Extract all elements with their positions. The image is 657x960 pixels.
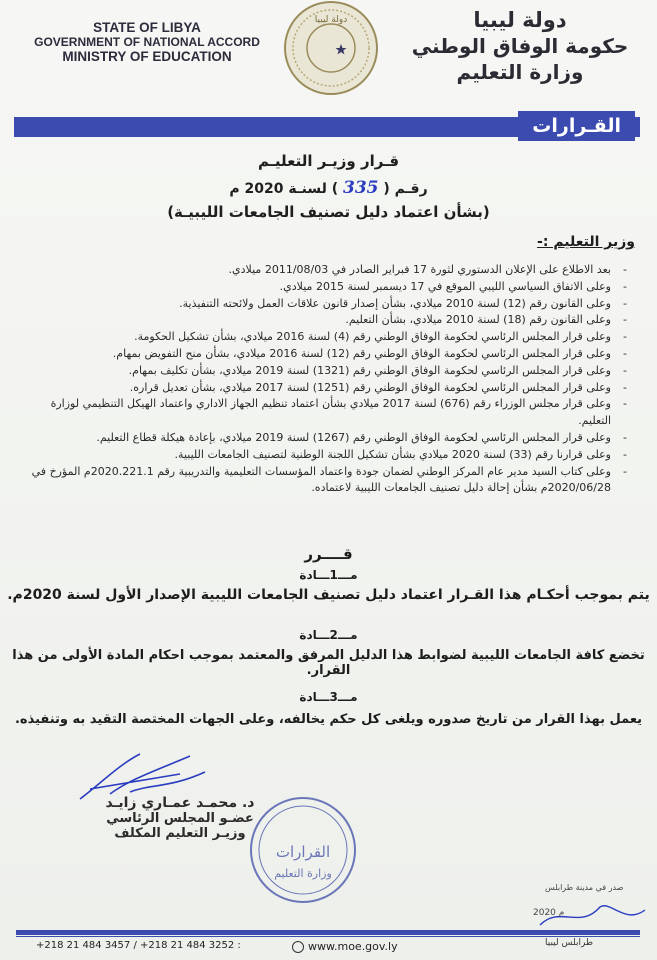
- minister-heading: وزير التعليم :-: [537, 234, 635, 250]
- clause-text: وعلى القانون رقم (18) لسنة 2010 ميلادي، بشأن التعليم.: [345, 313, 611, 327]
- header-ar-government: حكومة الوفاق الوطني: [411, 34, 629, 58]
- header-english: [22, 20, 272, 64]
- clause-text: وعلى قرار مجلس الوزراء رقم (676) لسنة 2017 ميلادي بشأن اعتماد تنظيم الجهاز الاداري واعتماد الهيكل التنظيمي لوزارة التعليم.: [50, 397, 611, 428]
- stamp-line2: وزارة التعليم: [274, 867, 332, 880]
- header-en-ministry: MINISTRY OF EDUCATION: [62, 49, 232, 64]
- clause-item: - وعلى قرار المجلس الرئاسي لحكومة الوفاق الوطني رقم (1267) لسنة 2019 ميلادي، بإعادة هيكلة قطاع التعليم.: [96, 430, 627, 444]
- signatory-position: عضـو المجلس الرئاسي: [106, 811, 254, 826]
- clause-item: - وعلى قرار المجلس الرئاسي لحكومة الوفاق الوطني رقم (4) لسنة 2016 ميلادي، بشأن تشكيل الحكومة.: [134, 330, 627, 344]
- official-stamp: [248, 795, 358, 905]
- footer-divider-thin: [16, 936, 640, 937]
- decree-subject: (بشأن اعتماد دليل تصنيف الجامعات الليبيـة): [167, 203, 490, 221]
- clause-item: - وعلى قرار مجلس الوزراء رقم (676) لسنة 2017 ميلادي بشأن اعتماد تنظيم الجهاز الاداري واعتماد الهيكل التنظيمي لوزارة التعليم.: [50, 397, 627, 428]
- footer-website-text: www.moe.gov.ly: [308, 940, 398, 953]
- footer-website: [292, 940, 398, 953]
- clause-item: - وعلى القانون رقم (12) لسنة 2010 ميلادي، بشأن إصدار قانون علاقات العمل ولائحته التنفيذية.: [179, 296, 627, 310]
- clause-text: وعلى قرارنا رقم (33) لسنة 2020 ميلادي بشأن تشكيل اللجنة الوطنية لتصنيف الجامعات الليبية.: [174, 447, 611, 461]
- clause-text: وعلى قرار المجلس الرئاسي لحكومة الوفاق الوطني رقم (4) لسنة 2016 ميلادي، بشأن تشكيل الحكومة.: [134, 330, 611, 344]
- clause-item: - وعلى القانون رقم (18) لسنة 2010 ميلادي، بشأن التعليم.: [345, 313, 627, 327]
- decree-number-prefix: رقـم (: [383, 181, 428, 197]
- signatory-role: وزيـر التعليم المكلف: [114, 826, 246, 841]
- article-1-label: مـــ1ـــادة: [299, 568, 358, 582]
- issued-in-text: صدر في مدينة طرابلس: [545, 883, 624, 892]
- seal-text: دولة ليبيا: [314, 15, 348, 25]
- clause-text: وعلى القانون رقم (12) لسنة 2010 ميلادي، بشأن إصدار قانون علاقات العمل ولائحته التنفيذية.: [179, 296, 611, 310]
- clause-text: وعلى قرار المجلس الرئاسي لحكومة الوفاق الوطني رقم (1267) لسنة 2019 ميلادي، بإعادة هيكلة قطاع التعليم.: [96, 430, 611, 444]
- decree-number-handwritten: 335: [342, 178, 379, 198]
- clause-text: وعلى قرار المجلس الرئاسي لحكومة الوفاق الوطني رقم (12) لسنة 2016 ميلادي، بشأن منح التفويض بمهام.: [112, 346, 611, 360]
- clause-text: وعلى قرار المجلس الرئاسي لحكومة الوفاق الوطني رقم (1321) لسنة 2019 ميلادي، بشأن تكليف بمهام.: [128, 363, 611, 377]
- clause-text: وعلى الاتفاق السياسي الليبي الموقع في 17 ديسمبر لسنة 2015 ميلادي.: [279, 279, 611, 293]
- article-2-text: تخضع كافة الجامعات الليبية لضوابط هذا الدليل المرفق والمعتمد بموجب احكام المادة الأولى من هذا القرار.: [12, 648, 645, 678]
- header-ar-ministry: وزارة التعليم: [456, 60, 584, 84]
- decree-title: قـرار وزيـر التعليـم: [257, 152, 400, 170]
- decision-heading: قــــرر: [304, 545, 353, 563]
- issuance-date: 2020 م: [533, 908, 565, 918]
- article-3-label: مـــ3ـــادة: [299, 690, 358, 704]
- state-emblem-seal: [283, 0, 379, 96]
- article-3-text: يعمل بهذا القرار من تاريخ صدوره ويلغى كل حكم يخالفه، وعلى الجهات المختصة التقيد به وتنفيذه.: [14, 712, 643, 727]
- clause-text: وعلى قرار المجلس الرئاسي لحكومة الوفاق الوطني رقم (1251) لسنة 2017 ميلادي، بشأن تعديل قراره.: [129, 380, 611, 394]
- signatory-name: د. محمـد عمـاري زايـد: [105, 795, 255, 811]
- footer-phones: +218 21 484 3457 / +218 21 484 3252 :: [36, 940, 241, 951]
- clause-item: - وعلى كتاب السيد مدير عام المركز الوطني لضمان جودة واعتماد المؤسسات التعليمية والتدريبية رقم 2020.221.1م المؤرخ في 2020/06/28م بشأن إحالة دليل تصنيف الجامعات الليبية لاعتماده.: [31, 464, 627, 495]
- clause-item: - وعلى قرار المجلس الرئاسي لحكومة الوفاق الوطني رقم (12) لسنة 2016 ميلادي، بشأن منح التفويض بمهام.: [112, 346, 627, 360]
- header-ar-state: دولة ليبيا: [473, 8, 567, 32]
- footer-divider: [16, 930, 640, 935]
- clause-text: وعلى كتاب السيد مدير عام المركز الوطني لضمان جودة واعتماد المؤسسات التعليمية والتدريبية رقم 2020.221.1م المؤرخ في 2020/06/28م بشأن إحالة دليل تصنيف الجامعات الليبية لاعتماده.: [31, 464, 611, 495]
- header-en-government: GOVERNMENT OF NATIONAL ACCORD: [34, 35, 260, 49]
- clause-item: - وعلى الاتفاق السياسي الليبي الموقع في 17 ديسمبر لسنة 2015 ميلادي.: [279, 279, 627, 293]
- header-en-state: STATE OF LIBYA: [93, 20, 201, 35]
- clause-item: - وعلى قرارنا رقم (33) لسنة 2020 ميلادي بشأن تشكيل اللجنة الوطنية لتصنيف الجامعات الليبية.: [174, 447, 627, 461]
- section-label: القـرارات: [518, 111, 635, 141]
- issuance-city: طرابلس ليبيا: [545, 938, 594, 948]
- preamble-clauses: [27, 262, 627, 497]
- article-1-text: يتم بموجب أحكـام هذا القـرار اعتماد دليل تصنيف الجامعات الليبية الإصدار الأول لسنة 2020م.: [7, 587, 650, 603]
- stamp-line1: القرارات: [275, 843, 331, 861]
- clause-item: - وعلى قرار المجلس الرئاسي لحكومة الوفاق الوطني رقم (1321) لسنة 2019 ميلادي، بشأن تكليف بمهام.: [128, 363, 627, 377]
- clause-item: - بعد الاطلاع على الإعلان الدستوري لثورة 17 فبراير الصادر في 2011/08/03 ميلادي.: [228, 263, 627, 276]
- decree-number-suffix: ) لسنـة 2020 م: [229, 181, 339, 197]
- clause-text: بعد الاطلاع على الإعلان الدستوري لثورة 17 فبراير الصادر في 2011/08/03 ميلادي.: [228, 263, 611, 276]
- article-2-label: مـــ2ـــادة: [299, 628, 358, 642]
- clause-item: - وعلى قرار المجلس الرئاسي لحكومة الوفاق الوطني رقم (1251) لسنة 2017 ميلادي، بشأن تعديل قراره.: [129, 380, 627, 394]
- header-arabic: [405, 8, 635, 84]
- decree-number: [0, 178, 657, 198]
- globe-icon: [292, 941, 304, 953]
